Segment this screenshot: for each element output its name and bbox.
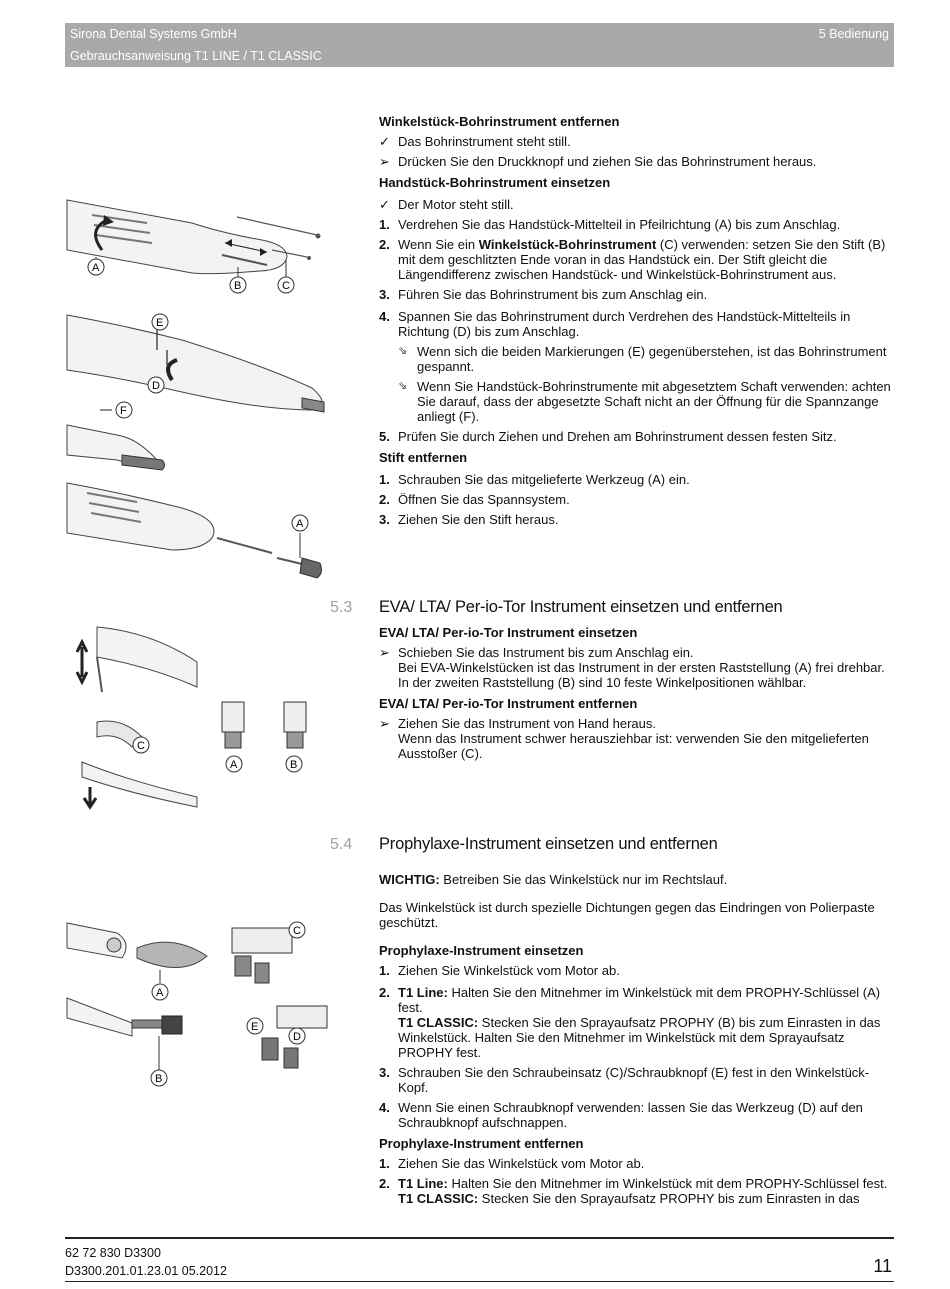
heading-remove-prophy: Prophylaxe-Instrument entfernen — [379, 1136, 584, 1151]
header-manual-title: Gebrauchsanweisung T1 LINE / T1 CLASSIC — [70, 49, 322, 63]
list-item: ✓ Der Motor steht still. — [379, 197, 514, 212]
step-item: 4. Wenn Sie einen Schraubknopf verwenden: lassen Sie das Werkzeug (D) auf den Schraubknopf aufschnappen. — [379, 1100, 863, 1130]
arrow-icon: ➢ — [379, 645, 390, 660]
heading-remove-pin: Stift entfernen — [379, 450, 468, 465]
figure-label-a: A — [230, 759, 238, 771]
section-title: EVA/ LTA/ Per-io-Tor Instrument einsetzen und entfernen — [379, 598, 783, 616]
list-item: ➢ Ziehen Sie das Instrument von Hand heraus. Wenn das Instrument schwer herausziehbar ist: verwenden Sie den mitgelieferten Ausstoßer (C). — [379, 716, 869, 761]
footer-doc-id: D3300.201.01.23.01 05.2012 — [65, 1264, 227, 1278]
figure-label-b: B — [155, 1073, 163, 1085]
check-icon: ✓ — [379, 134, 390, 149]
heading-insert-eva: EVA/ LTA/ Per-io-Tor Instrument einsetzen — [379, 625, 638, 640]
warning-text: WICHTIG: Betreiben Sie das Winkelstück nur im Rechtslauf. — [379, 872, 728, 887]
heading-insert-prophy: Prophylaxe-Instrument einsetzen — [379, 943, 584, 958]
figure-eva-instrument — [62, 622, 332, 812]
block-eva-instructions — [379, 625, 894, 761]
result-arrow-icon: ⇘ — [398, 380, 408, 392]
step-item: 2. Öffnen Sie das Spannsystem. — [379, 492, 570, 507]
figure-label-e: E — [251, 1021, 259, 1033]
figure-label-a: A — [296, 518, 304, 530]
figure-label-a: A — [92, 262, 100, 274]
figure-label-b: B — [290, 759, 298, 771]
footer-bottom-divider — [65, 1281, 894, 1282]
figure-prophy-instrument — [62, 918, 352, 1088]
step-item: 1. Ziehen Sie das Winkelstück vom Motor ab. — [379, 1156, 645, 1171]
figure-label-d: D — [293, 1031, 301, 1043]
figure-label-f: F — [120, 405, 127, 417]
figure-label-e: E — [156, 317, 164, 329]
step-item: 5. Prüfen Sie durch Ziehen und Drehen am Bohrinstrument dessen festen Sitz. — [379, 429, 837, 444]
figure-pin-removal — [62, 478, 332, 593]
page-number: 11 — [873, 1256, 892, 1276]
result-item: ⇘ Wenn sich die beiden Markierungen (E) gegenüberstehen, ist das Bohrinstrument gespannt. — [398, 344, 887, 374]
paragraph: Das Winkelstück ist durch spezielle Dichtungen gegen das Eindringen von Polierpaste geschützt. — [379, 900, 875, 930]
step-item: 2. T1 Line: Halten Sie den Mitnehmer im Winkelstück mit dem PROPHY-Schlüssel (A) fest. T1 CLASSIC: Stecken Sie den Sprayaufsatz PROPHY (B) bis zum Einrasten in das Winkelstück. Halten Sie den Mitnehmer im Winkelstück mit dem Sprayaufsatz PROPHY fest. — [379, 985, 881, 1060]
figure-label-c: C — [293, 925, 301, 937]
header-chapter: 5 Bedienung — [818, 27, 889, 41]
step-item: 1. Schrauben Sie das mitgelieferte Werkzeug (A) ein. — [379, 472, 690, 487]
figure-handpiece-bur-insert — [62, 195, 332, 295]
block-prophy-instructions — [379, 859, 894, 1206]
step-item: 2. Wenn Sie ein Winkelstück-Bohrinstrument (C) verwenden: setzen Sie den Stift (B) mit dem geschlitzten Ende voran in das Handstück ein. Der Stift gleicht die Längendifferenz zwischen Handstück- und Winkelstück-Bohrinstrument aus. — [379, 237, 886, 282]
page-header — [65, 23, 894, 67]
figure-handpiece-clamp — [62, 310, 332, 475]
result-arrow-icon: ⇘ — [398, 345, 408, 357]
footer-divider — [65, 1237, 894, 1239]
footer-order-number: 62 72 830 D3300 — [65, 1246, 161, 1260]
heading-insert-handpiece-bur: Handstück-Bohrinstrument einsetzen — [379, 175, 611, 190]
figure-label-b: B — [234, 280, 242, 292]
figure-label-d: D — [152, 380, 160, 392]
step-item: 1. Ziehen Sie Winkelstück vom Motor ab. — [379, 963, 620, 978]
list-item: ➢ Drücken Sie den Druckknopf und ziehen Sie das Bohrinstrument heraus. — [379, 154, 817, 169]
figure-label-c: C — [282, 280, 290, 292]
section-number: 5.3 — [330, 599, 353, 616]
step-item: 2. T1 Line: Halten Sie den Mitnehmer im Winkelstück mit dem PROPHY-Schlüssel fest. T1 CLASSIC: Stecken Sie den Sprayaufsatz PROPHY bis zum Einrasten in das — [379, 1176, 888, 1206]
check-icon: ✓ — [379, 197, 390, 212]
step-item: 3. Führen Sie das Bohrinstrument bis zum Anschlag ein. — [379, 287, 708, 302]
arrow-icon: ➢ — [379, 154, 390, 169]
heading-remove-eva: EVA/ LTA/ Per-io-Tor Instrument entfernen — [379, 696, 638, 711]
section-number: 5.4 — [330, 836, 353, 853]
result-item: ⇘ Wenn Sie Handstück-Bohrinstrumente mit abgesetztem Schaft verwenden: achten Sie darauf, dass der abgesetzte Schaft nicht an der Öffnung für die Spannzange anliegt (F). — [398, 379, 891, 424]
list-item: ✓ Das Bohrinstrument steht still. — [379, 134, 571, 149]
step-item: 3. Ziehen Sie den Stift heraus. — [379, 512, 559, 527]
block-handpiece-instructions — [379, 114, 894, 527]
step-item: 3. Schrauben Sie den Schraubeinsatz (C)/Schraubknopf (E) fest in den Winkelstück-Kopf. — [379, 1065, 870, 1095]
figure-label-c: C — [137, 740, 145, 752]
list-item: ➢ Schieben Sie das Instrument bis zum Anschlag ein. Bei EVA-Winkelstücken ist das Instrument in der ersten Raststellung (A) frei drehbar. In der zweiten Raststellung (B) sind 10 feste Winkelpositionen wählbar. — [379, 645, 885, 690]
figure-label-a: A — [156, 987, 164, 999]
arrow-icon: ➢ — [379, 716, 390, 731]
step-item: 4. Spannen Sie das Bohrinstrument durch Verdrehen des Handstück-Mittelteils in Richtung (D) bis zum Anschlag. — [379, 309, 851, 339]
step-item: 1. Verdrehen Sie das Handstück-Mittelteil in Pfeilrichtung (A) bis zum Anschlag. — [379, 217, 841, 232]
heading-remove-contra-angle-bur: Winkelstück-Bohrinstrument entfernen — [379, 114, 620, 129]
section-title: Prophylaxe-Instrument einsetzen und entfernen — [379, 835, 718, 853]
header-company: Sirona Dental Systems GmbH — [70, 27, 237, 41]
